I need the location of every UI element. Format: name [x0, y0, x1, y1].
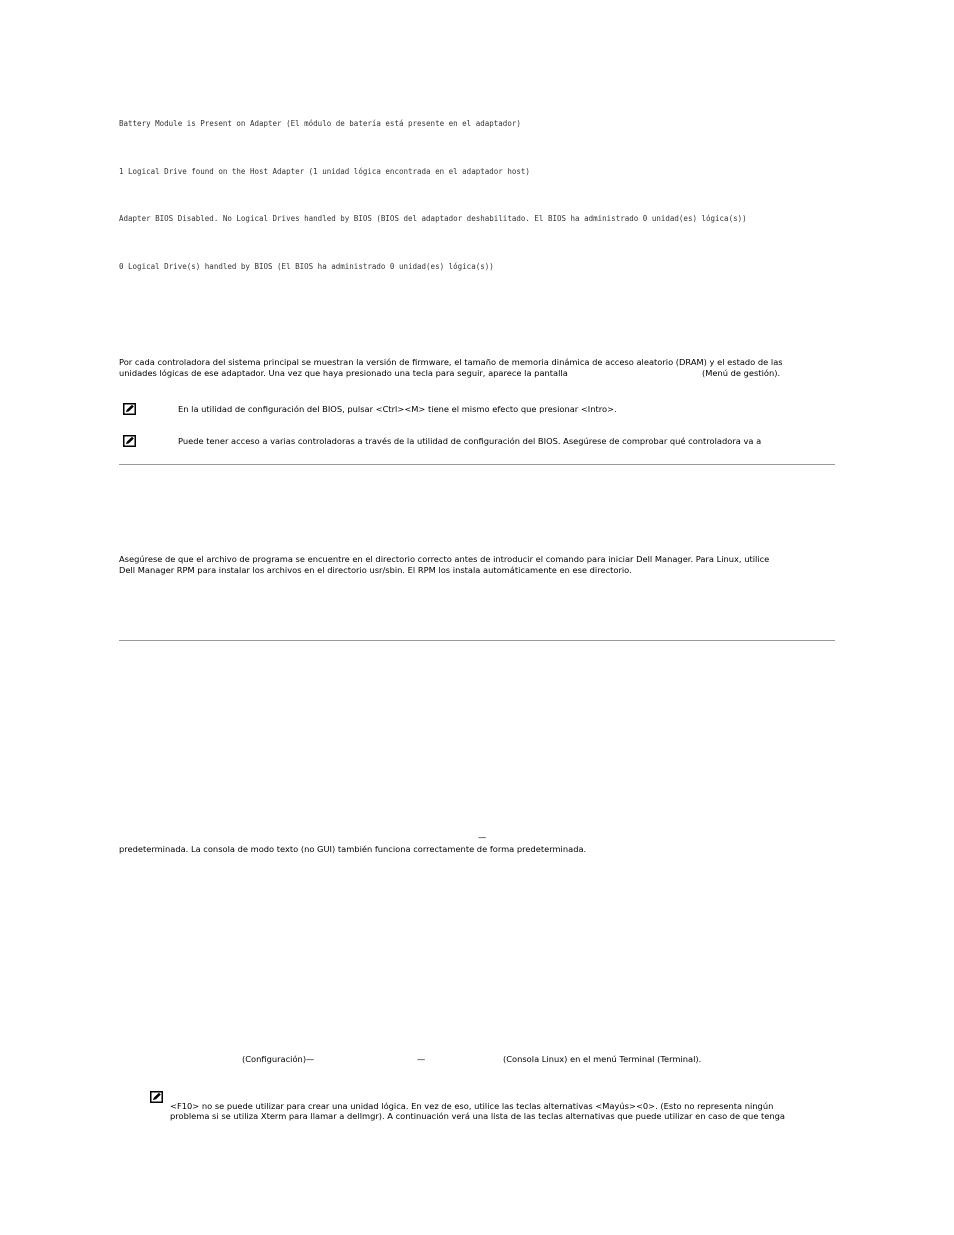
para-controller-info-line2: unidades lógicas de ese adaptador. Una vez que haya presionado una tecla para seguir, aparece la pantalla [119, 368, 568, 378]
para-linux-console: (Consola Linux) en el menú Terminal (Terminal). [503, 1054, 702, 1064]
note-multiple-controllers: Puede tener acceso a varias controladoras a través de la utilidad de configuración del BIOS. Asegúrese de comprobar qué controladora va a [178, 436, 762, 446]
para-configuration-dash: — [417, 1054, 426, 1064]
note-ctrl-m: En la utilidad de configuración del BIOS, pulsar <Ctrl><M> tiene el mismo efecto que presionar <Intro>. [178, 404, 617, 414]
note-f10-line2: problema si se utiliza Xterm para llamar a dellmgr). A continuación verá una lista de las teclas alternativas que puede utilizar en caso de que tenga [170, 1111, 786, 1121]
note-pencil-icon [123, 435, 136, 447]
para-configuration-label: (Configuración)— [242, 1054, 315, 1064]
note-pencil-icon [150, 1091, 163, 1103]
console-line-drives-handled: 0 Logical Drive(s) handled by BIOS (El BIOS ha administrado 0 unidad(es) lógica(s)) [119, 262, 494, 271]
note-pencil-icon [123, 403, 136, 415]
para-program-file-line1: Asegúrese de que el archivo de programa se encuentre en el directorio correcto antes de introducir el comando para iniciar Dell Manager. Para Linux, utilice [119, 554, 770, 564]
console-line-bios-disabled: Adapter BIOS Disabled. No Logical Drives handled by BIOS (BIOS del adaptador deshabilitado. El BIOS ha administrado 0 unidad(es) lógica(s)) [119, 214, 747, 223]
note-f10-line1: <F10> no se puede utilizar para crear una unidad lógica. En vez de eso, utilice las teclas alternativas <Mayús><0>. (Esto no representa ningún [170, 1101, 774, 1111]
para-program-file-line2: Dell Manager RPM para instalar los archivos en el directorio usr/sbin. El RPM los instala automáticamente en ese directorio. [119, 565, 632, 575]
section-divider [119, 464, 835, 465]
console-line-battery: Battery Module is Present on Adapter (El módulo de batería está presente en el adaptador) [119, 119, 521, 128]
para-console-default: predeterminada. La consola de modo texto (no GUI) también funciona correctamente de forma predeterminada. [119, 844, 587, 854]
para-controller-info-line1: Por cada controladora del sistema principal se muestran la versión de firmware, el tamaño de memoria dinámica de acceso aleatorio (DRAM) y el estado de las [119, 357, 783, 367]
console-line-logical-drive-found: 1 Logical Drive found on the Host Adapter (1 unidad lógica encontrada en el adaptador host) [119, 167, 530, 176]
para-controller-info-tail: (Menú de gestión). [702, 368, 781, 378]
para-console-dash: — [478, 832, 487, 842]
section-divider [119, 640, 835, 641]
